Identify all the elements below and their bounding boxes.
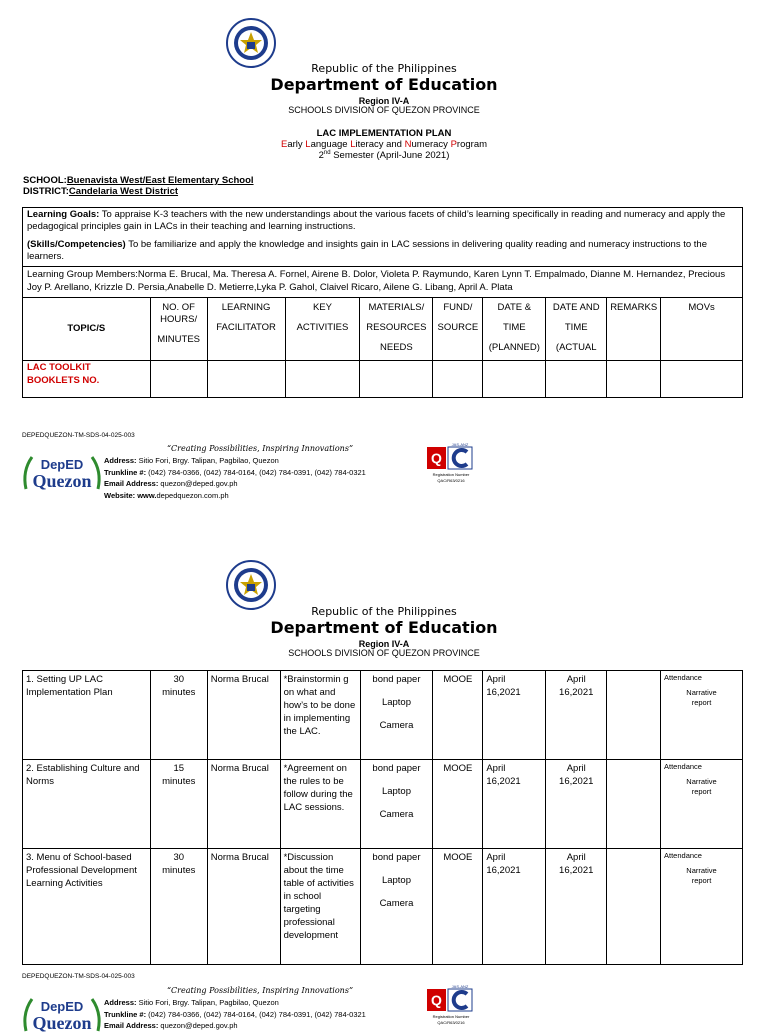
department-title: Department of Education xyxy=(270,75,498,94)
hours-header-line: NO. OF xyxy=(162,302,195,313)
facilitator-header-line: FACILITATOR xyxy=(216,322,276,333)
empty-cell xyxy=(285,361,360,398)
empty-cell xyxy=(360,361,433,398)
mov-item: Attendance xyxy=(664,762,702,771)
school-line xyxy=(23,175,254,186)
material-item: Laptop xyxy=(381,697,411,708)
program-initial: L xyxy=(305,139,311,150)
hours-value: 30 xyxy=(173,674,185,685)
plan-title: LAC IMPLEMENTATION PLAN xyxy=(316,128,452,139)
toolkit-row xyxy=(23,361,743,398)
trunkline-label: Trunkline #: xyxy=(104,1009,147,1019)
actual-header-line: (ACTUAL xyxy=(555,342,597,353)
materials-cell xyxy=(360,849,433,965)
trunkline-label: Trunkline #: xyxy=(104,467,147,477)
deped-quezon-logo-icon xyxy=(22,449,102,493)
lac-plan-table xyxy=(22,207,743,398)
division-text: SCHOOLS DIVISION OF QUEZON PROVINCE xyxy=(288,648,480,658)
mov-item: Narrative report xyxy=(686,866,717,885)
learning-goals-cell xyxy=(23,208,743,267)
activities-header-line: ACTIVITIES xyxy=(296,322,349,333)
learning-goals-text xyxy=(27,209,738,233)
learning-goals-row xyxy=(23,208,743,267)
deped-seal-icon xyxy=(226,18,276,68)
hours-cell xyxy=(150,849,207,965)
trunkline-value: (042) 784-0366, (042) 784-0164, (042) 784-0391, (042) 784-0321 xyxy=(146,467,366,477)
contact-block xyxy=(104,997,366,1032)
website-value[interactable]: depedquezon.com.ph xyxy=(156,490,229,500)
school-name: Buenavista West/East Elementary School xyxy=(66,175,254,186)
actual-date-cell: April 16,2021 xyxy=(546,671,607,760)
certification-badge-icon xyxy=(427,442,475,486)
toolkit-cell: LAC TOOLKIT BOOKLETS NO. xyxy=(23,361,151,398)
topic-header: TOPIC/S xyxy=(23,298,151,361)
cert-bottom-text: Registration Number xyxy=(432,472,470,477)
materials-cell xyxy=(360,760,433,849)
materials-header-line: NEEDS xyxy=(380,342,413,353)
email-label: Email Address: xyxy=(104,479,159,488)
contact-block xyxy=(104,455,366,501)
facilitator-cell: Norma Brucal xyxy=(207,671,280,760)
material-item: bond paper xyxy=(372,763,421,774)
topic-cell: 3. Menu of School-based Professional Development Learning Activities xyxy=(23,849,151,965)
materials-header-line: MATERIALS/ xyxy=(368,302,425,313)
material-item: bond paper xyxy=(372,674,421,685)
address-line xyxy=(104,997,366,1009)
actual-header-line: DATE AND xyxy=(552,302,600,313)
certification-badge-icon xyxy=(427,984,475,1028)
semester-label: Semester (April-June 2021) xyxy=(330,150,450,162)
trunkline-line xyxy=(104,467,366,479)
website-label: Website: www. xyxy=(104,490,157,500)
learning-goals-body: To appraise K-3 teachers with the new understandings about the various facets of child’s learning specifically in reading and numeracy and apply the pedagogical principles gain in LACs in their teaching and learning instructions. xyxy=(27,209,726,232)
mov-item: Attendance xyxy=(664,673,702,682)
actual-date-cell: April 16,2021 xyxy=(546,849,607,965)
fund-header xyxy=(433,298,483,361)
movs-cell xyxy=(661,760,743,849)
planned-header xyxy=(483,298,546,361)
deped-seal-icon xyxy=(226,560,276,610)
address-value: Sitio Fori, Brgy. Talipan, Pagbilao, Quezon xyxy=(136,456,279,465)
program-title xyxy=(0,139,768,150)
logo-top-text: DepED xyxy=(40,999,84,1014)
program-initial: E xyxy=(280,139,288,150)
members-cell: Learning Group Members:Norma E. Brucal, Ma. Theresa A. Fornel, Airene B. Dolor, Violeta P. Raymundo, Karen Lynn T. Empalmado, Dianne M. Hernandez, Precious Joy P. Arellano, Krizzle D. Persia,Anabelle D. Metierre,Lyka P. Gahol, Claivel Ricaro, Ailene G. Libang, April A. Plata xyxy=(23,267,743,298)
document-code: DEPEDQUEZON-TM-SDS-04-025-003 xyxy=(22,432,135,439)
slogan-text: “Creating Possibilities, Inspiring Innovations” xyxy=(166,986,354,995)
empty-cell xyxy=(433,361,483,398)
program-initial: N xyxy=(404,139,412,150)
actual-date-cell: April 16,2021 xyxy=(546,760,607,849)
email-label: Email Address: xyxy=(104,1021,159,1030)
remarks-cell xyxy=(607,671,661,760)
planned-date-cell: April 16,2021 xyxy=(483,671,546,760)
address-value: Sitio Fori, Brgy. Talipan, Pagbilao, Quezon xyxy=(136,998,279,1007)
republic-text: Republic of the Philippines xyxy=(311,62,457,75)
topic-cell: 1. Setting UP LAC Implementation Plan xyxy=(23,671,151,760)
planned-header-line: DATE & TIME xyxy=(497,302,532,333)
materials-header xyxy=(360,298,433,361)
region-text: Region IV-A xyxy=(358,639,410,649)
region-text: Region IV-A xyxy=(358,96,410,106)
remarks-cell xyxy=(607,760,661,849)
hours-unit: minutes xyxy=(162,776,196,787)
district-line xyxy=(23,186,254,197)
semester-text xyxy=(0,150,768,161)
empty-cell xyxy=(150,361,207,398)
skills-text xyxy=(27,239,738,263)
activity-cell: *Discussion about the time table of activities in school targeting professional development xyxy=(280,849,360,965)
hours-header xyxy=(150,298,207,361)
school-info xyxy=(23,175,254,197)
program-word: rogram xyxy=(456,139,488,150)
email-line[interactable] xyxy=(104,1020,366,1032)
activities-table xyxy=(22,670,743,965)
department-title: Department of Education xyxy=(270,618,498,637)
republic-text: Republic of the Philippines xyxy=(311,605,457,618)
material-item: Camera xyxy=(379,720,414,731)
empty-cell xyxy=(207,361,285,398)
address-line xyxy=(104,455,366,467)
movs-cell xyxy=(661,849,743,965)
activities-header xyxy=(285,298,360,361)
email-line[interactable] xyxy=(104,478,366,490)
remarks-header: REMARKS xyxy=(607,298,661,361)
program-word: arly xyxy=(287,139,306,150)
fund-cell: MOOE xyxy=(433,671,483,760)
logo-bottom-text: Quezon xyxy=(32,471,92,491)
program-initial: P xyxy=(450,139,457,150)
learning-goals-label: Learning Goals: xyxy=(27,209,100,220)
materials-header-line: RESOURCES xyxy=(366,322,427,333)
fund-cell: MOOE xyxy=(433,760,483,849)
empty-cell xyxy=(483,361,546,398)
district-label: DISTRICT: xyxy=(23,186,69,197)
page-2 xyxy=(0,543,768,1033)
svg-text:Q: Q xyxy=(431,992,442,1008)
actual-header-line: TIME xyxy=(564,322,588,333)
hours-unit: minutes xyxy=(162,865,196,876)
deped-quezon-logo-icon xyxy=(22,991,102,1035)
program-initial: L xyxy=(350,139,356,150)
empty-cell xyxy=(661,361,743,398)
hours-value: 30 xyxy=(173,852,185,863)
cert-number-text: QAC/R63/0216 xyxy=(437,478,465,483)
trunkline-line xyxy=(104,1009,366,1021)
cert-top-text: JAS-ANZ xyxy=(451,442,469,447)
hours-header-line: HOURS/ xyxy=(160,314,198,325)
skills-label: (Skills/Competencies) xyxy=(27,239,126,250)
mov-item: Narrative report xyxy=(686,688,717,707)
program-word: umeracy xyxy=(411,139,451,150)
table-row xyxy=(23,671,743,760)
email-value[interactable]: quezon@deped.gov.ph xyxy=(158,1021,238,1030)
topic-cell: 2. Establishing Culture and Norms xyxy=(23,760,151,849)
district-name: Candelaria West District xyxy=(68,186,179,197)
movs-header: MOVs xyxy=(661,298,743,361)
email-value[interactable]: quezon@deped.gov.ph xyxy=(158,479,238,488)
mov-item: Narrative report xyxy=(686,777,717,796)
fund-header-line: SOURCE xyxy=(437,322,479,333)
document-code: DEPEDQUEZON-TM-SDS-04-025-003 xyxy=(22,973,135,980)
slogan-text: “Creating Possibilities, Inspiring Innovations” xyxy=(166,444,354,453)
activity-cell: *Brainstormin g on what and how’s to be done in implementing the LAC. xyxy=(280,671,360,760)
material-item: bond paper xyxy=(372,852,421,863)
materials-cell xyxy=(360,671,433,760)
program-word: anguage xyxy=(310,139,351,150)
activity-rows xyxy=(23,671,743,965)
movs-cell xyxy=(661,671,743,760)
hours-unit: minutes xyxy=(162,687,196,698)
logo-top-text: DepED xyxy=(40,457,84,472)
website-line[interactable] xyxy=(104,490,366,502)
facilitator-cell: Norma Brucal xyxy=(207,849,280,965)
planned-date-cell: April 16,2021 xyxy=(483,849,546,965)
trunkline-value: (042) 784-0366, (042) 784-0164, (042) 784-0391, (042) 784-0321 xyxy=(146,1009,366,1019)
hours-header-line: MINUTES xyxy=(157,334,200,345)
cert-top-text: JAS-ANZ xyxy=(451,984,469,989)
activities-header-line: KEY xyxy=(312,302,332,313)
program-word: iteracy and xyxy=(355,139,405,150)
activity-cell: *Agreement on the rules to be follow during the LAC sessions. xyxy=(280,760,360,849)
hours-cell xyxy=(150,760,207,849)
actual-header xyxy=(546,298,607,361)
cert-bottom-text: Registration Number xyxy=(432,1014,470,1019)
material-item: Laptop xyxy=(381,786,411,797)
school-label: SCHOOL: xyxy=(23,175,67,186)
material-item: Camera xyxy=(379,898,414,909)
hours-value: 15 xyxy=(173,763,185,774)
remarks-cell xyxy=(607,849,661,965)
empty-cell xyxy=(546,361,607,398)
fund-header-line: FUND/ xyxy=(443,302,473,313)
semester-number: 2 xyxy=(318,150,324,162)
division-text: SCHOOLS DIVISION OF QUEZON PROVINCE xyxy=(288,105,480,115)
semester-suffix: nd xyxy=(323,150,331,156)
facilitator-header xyxy=(207,298,285,361)
address-label: Address: xyxy=(104,998,137,1007)
hours-cell xyxy=(150,671,207,760)
logo-bottom-text: Quezon xyxy=(32,1013,92,1033)
cert-number-text: QAC/R63/0216 xyxy=(437,1020,465,1025)
fund-cell: MOOE xyxy=(433,849,483,965)
facilitator-header-line: LEARNING xyxy=(221,302,271,313)
members-row xyxy=(23,267,743,298)
material-item: Camera xyxy=(379,809,414,820)
material-item: Laptop xyxy=(381,875,411,886)
address-label: Address: xyxy=(104,456,137,465)
column-header-row xyxy=(23,298,743,361)
mov-item: Attendance xyxy=(664,851,702,860)
planned-date-cell: April 16,2021 xyxy=(483,760,546,849)
table-row xyxy=(23,760,743,849)
svg-text:Q: Q xyxy=(431,450,442,466)
skills-body: To be familiarize and apply the knowledge and insights gain in LAC sessions in delivering quality reading and numeracy instructions to the learners. xyxy=(27,239,707,262)
planned-header-line: (PLANNED) xyxy=(488,342,540,353)
empty-cell xyxy=(607,361,661,398)
table-row xyxy=(23,849,743,965)
facilitator-cell: Norma Brucal xyxy=(207,760,280,849)
